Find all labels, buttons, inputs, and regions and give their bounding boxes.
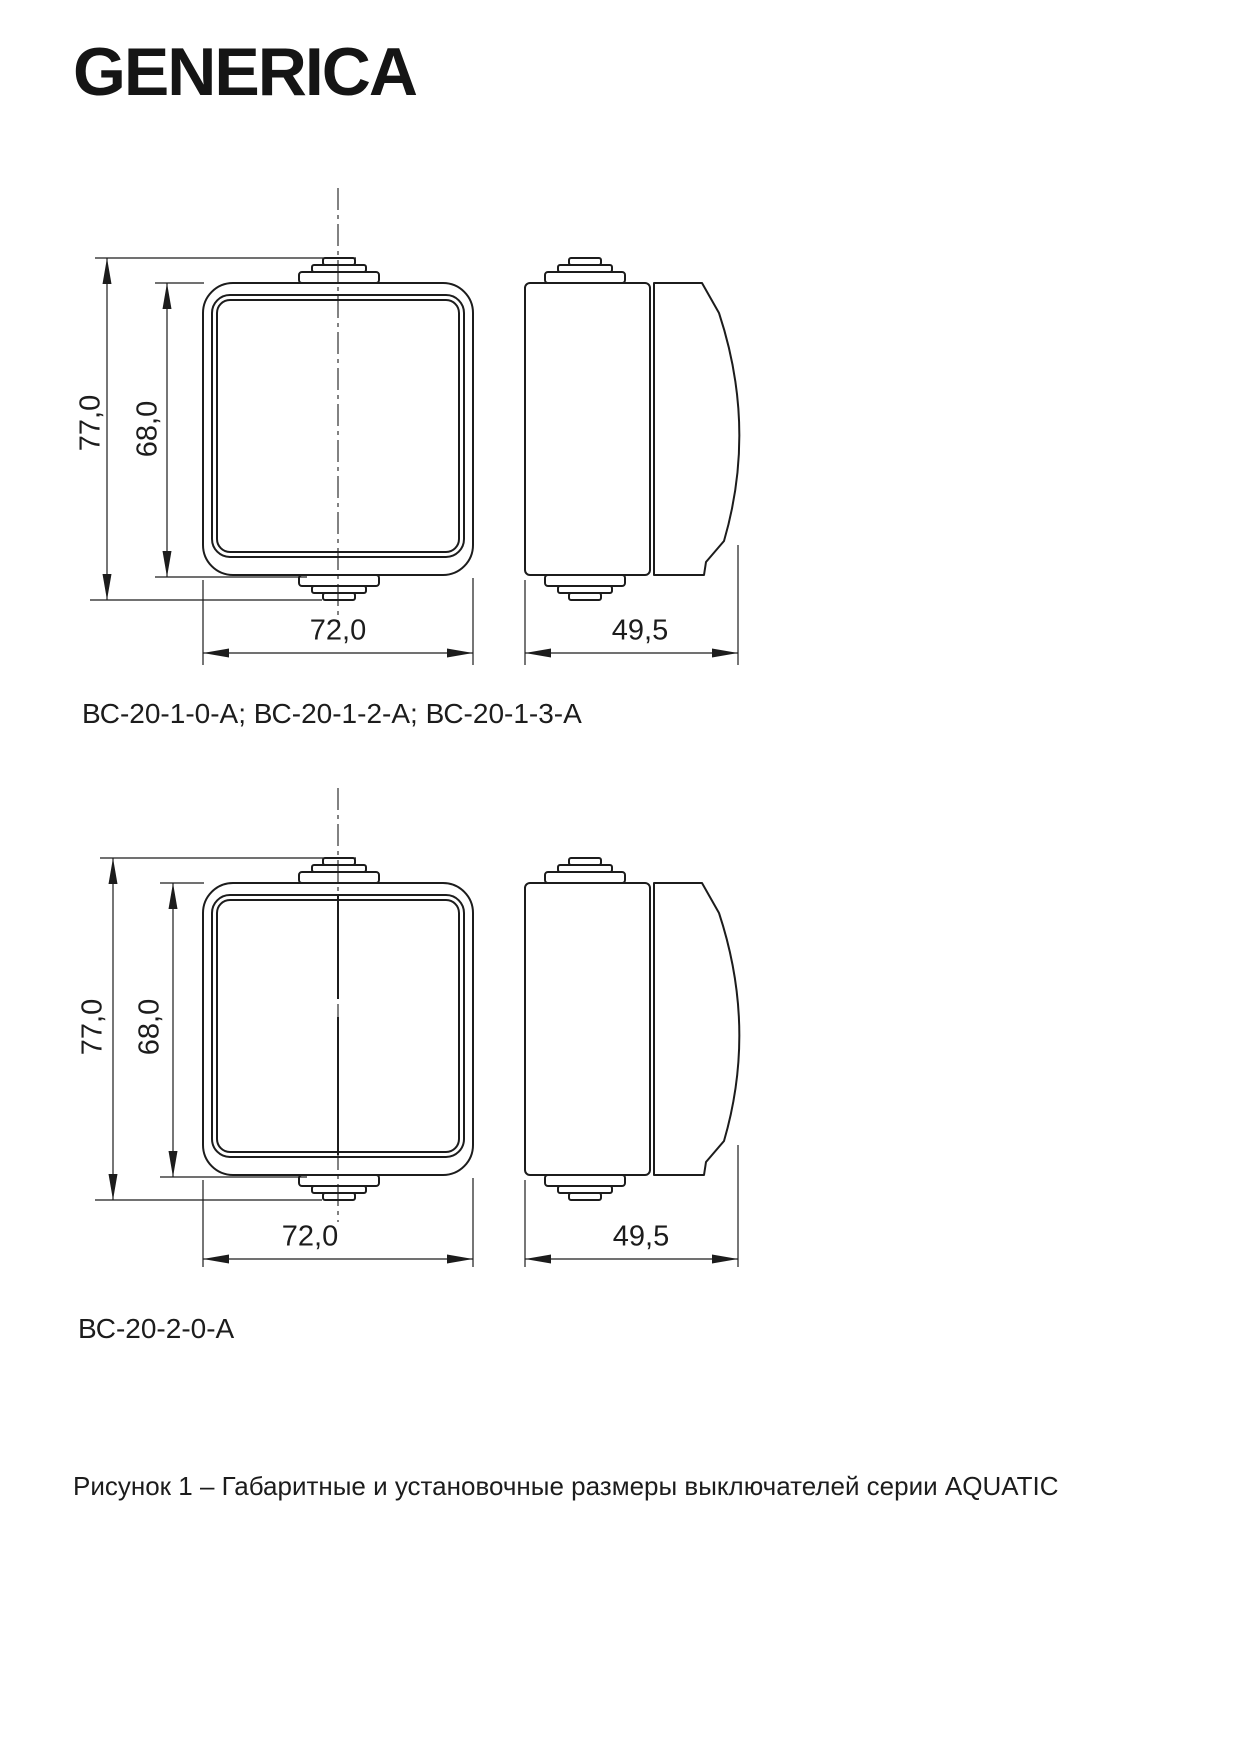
fig2-body-height-dim: 68,0 <box>133 998 166 1056</box>
figure-caption: Рисунок 1 – Габаритные и установочные размеры выключателей серии AQUATIC <box>73 1471 1059 1501</box>
fig1-model-label: ВС-20-1-0-А; ВС-20-1-2-А; ВС-20-1-3-А <box>82 698 582 729</box>
fig1-overall-height-dim: 77,0 <box>74 394 107 452</box>
fig1-width-dim: 72,0 <box>309 614 367 647</box>
fig2-width-dim: 72,0 <box>281 1220 339 1253</box>
figure2-side-view <box>525 858 739 1200</box>
fig2-model-label: ВС-20-2-0-А <box>78 1313 235 1344</box>
fig1-body-height-dim: 68,0 <box>131 400 164 458</box>
brand-logo: GENERICA <box>73 34 416 110</box>
fig1-depth-dim: 49,5 <box>611 614 669 647</box>
fig2-overall-height-dim: 77,0 <box>76 998 109 1056</box>
fig2-depth-dim: 49,5 <box>612 1220 670 1253</box>
figure1-side-view <box>525 258 739 600</box>
